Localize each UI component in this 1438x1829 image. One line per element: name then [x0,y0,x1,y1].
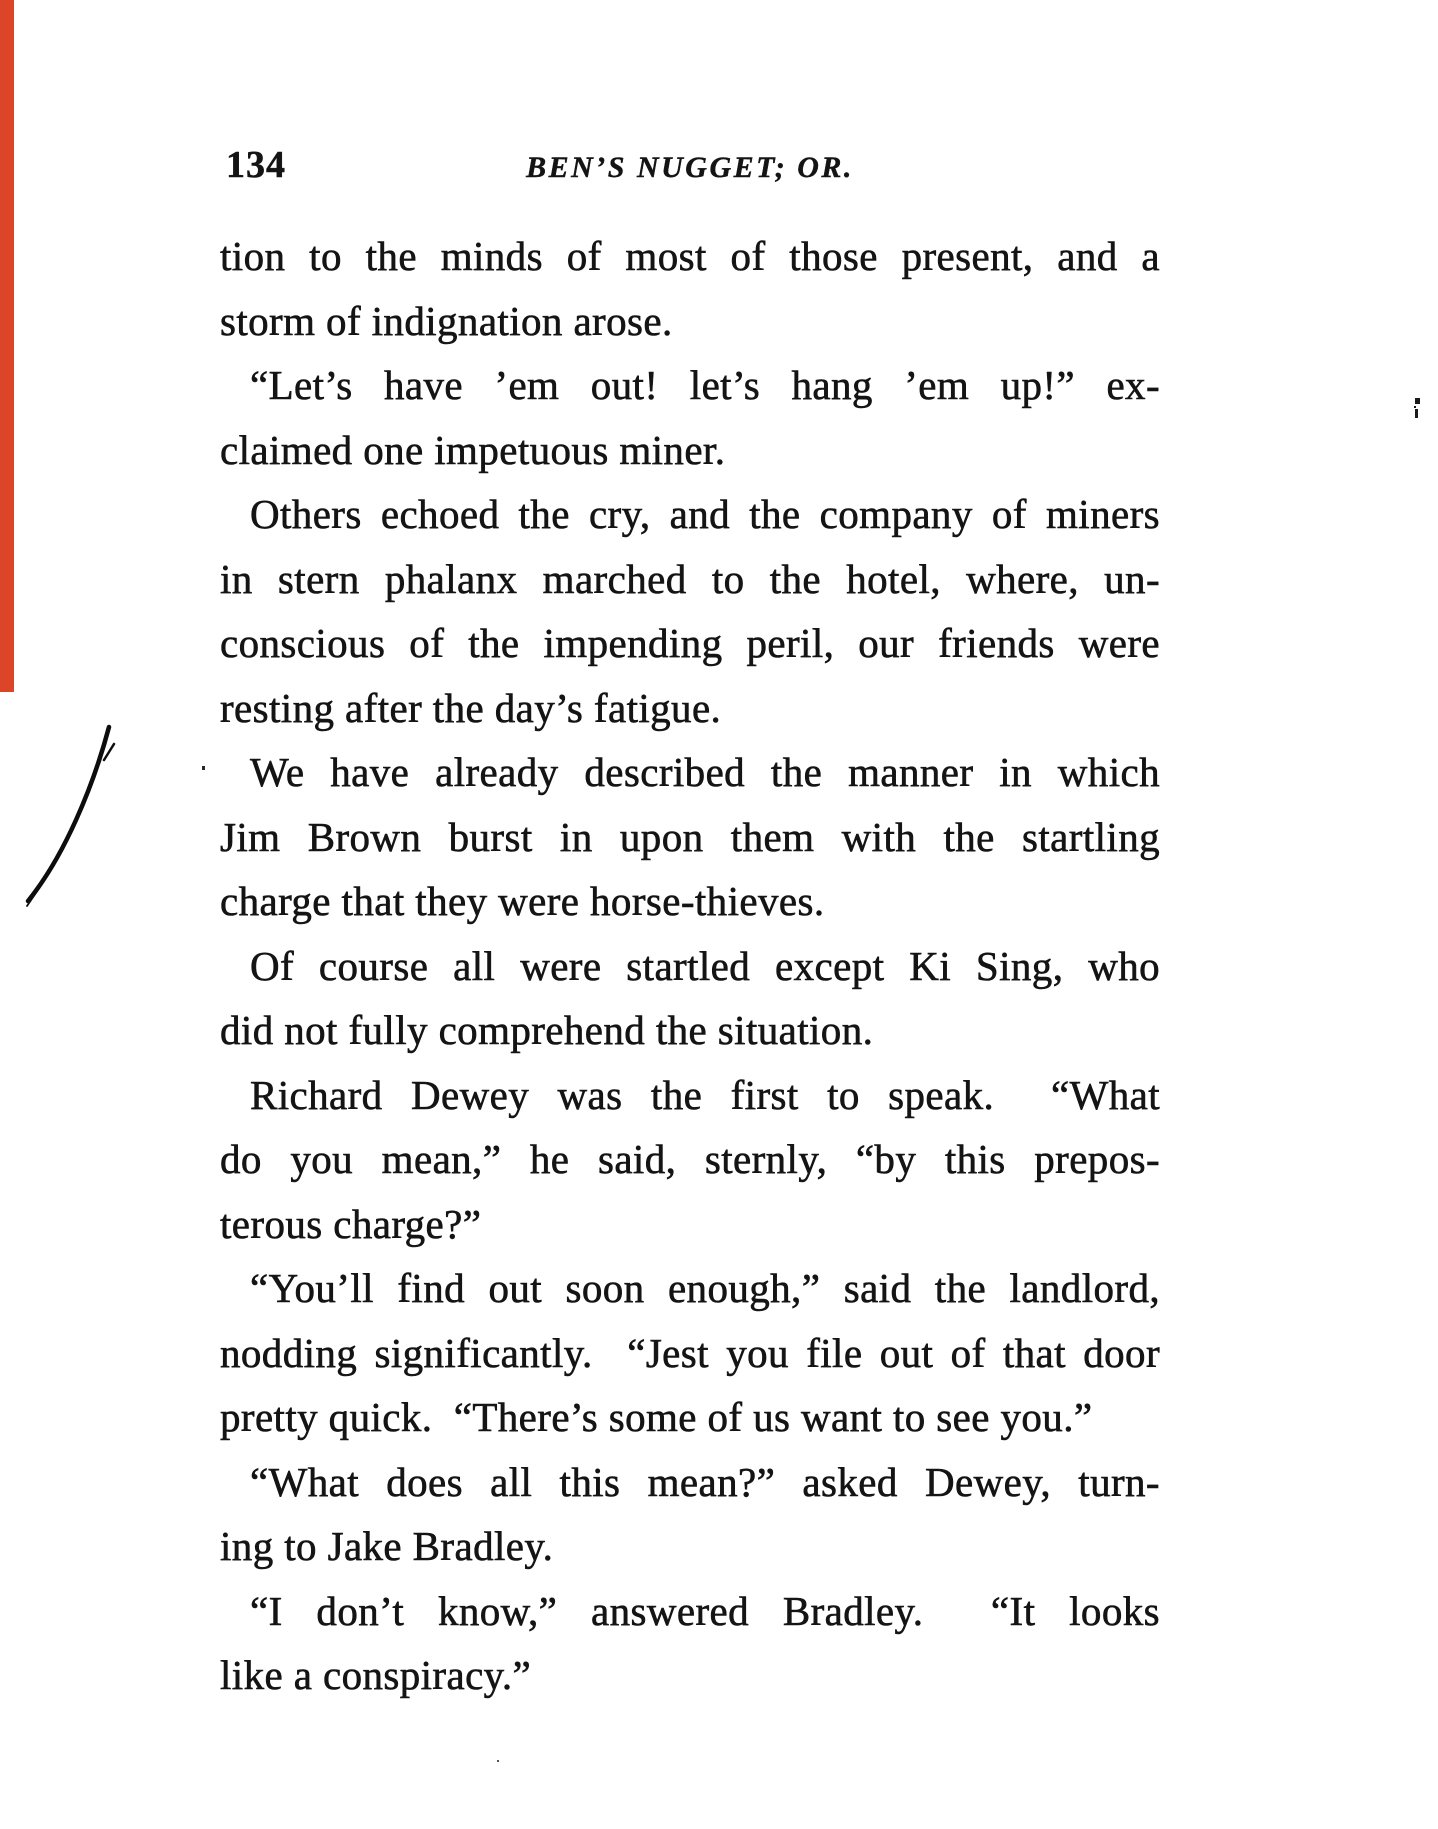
body-text-line: like a conspiracy.” [220,1652,532,1698]
body-text-line: do you mean,” he said, sternly, “by this prepos- [220,1136,1160,1182]
body-text-line: We have already described the manner in which [250,749,1160,795]
body-text-line: “Let’s have ’em out! let’s hang ’em up!” ex- [250,362,1160,408]
ink-speck [497,1760,499,1762]
body-text-line: Jim Brown burst in upon them with the startling [220,813,1160,860]
running-header: BEN’S NUGGET; OR. [526,151,854,184]
body-text-line: Of course all were startled except Ki Sing, who [250,942,1160,989]
body-text-line: charge that they were horse-thieves. [220,878,825,924]
body-text-line: nodding significantly. “Jest you file out of that door [220,1329,1160,1376]
body-text-line: pretty quick. “There’s some of us want to see you.” [220,1394,1093,1440]
body-text-line: claimed one impetuous miner. [220,426,726,473]
body-text-line: ing to Jake Bradley. [220,1523,554,1569]
body-text-line: “What does all this mean?” asked Dewey, turn- [250,1458,1160,1505]
body-text-line: Others echoed the cry, and the company of miners [250,491,1160,537]
body-text-line: resting after the day’s fatigue. [220,684,722,731]
body-text-line: storm of indignation arose. [220,297,673,344]
body-text-line: terous charge?” [220,1200,482,1247]
body-text-column [220,224,1160,1708]
page-number: 134 [226,144,286,186]
body-text-line: in stern phalanx marched to the hotel, where, un- [220,555,1160,602]
right-margin-ink-speck [1414,398,1420,418]
body-text-line: did not fully comprehend the situation. [220,1007,874,1053]
body-text-line: tion to the minds of most of those present, and a [220,233,1160,279]
body-text-line: “You’ll find out soon enough,” said the landlord, [250,1265,1160,1311]
ink-speck [202,766,205,770]
body-text-line: “I don’t know,” answered Bradley. “It looks [250,1587,1160,1634]
body-text-line: conscious of the impending peril, our friends were [220,620,1160,666]
body-text-line: Richard Dewey was the first to speak. “What [250,1071,1160,1118]
left-edge-red-strip-artifact [0,0,14,692]
